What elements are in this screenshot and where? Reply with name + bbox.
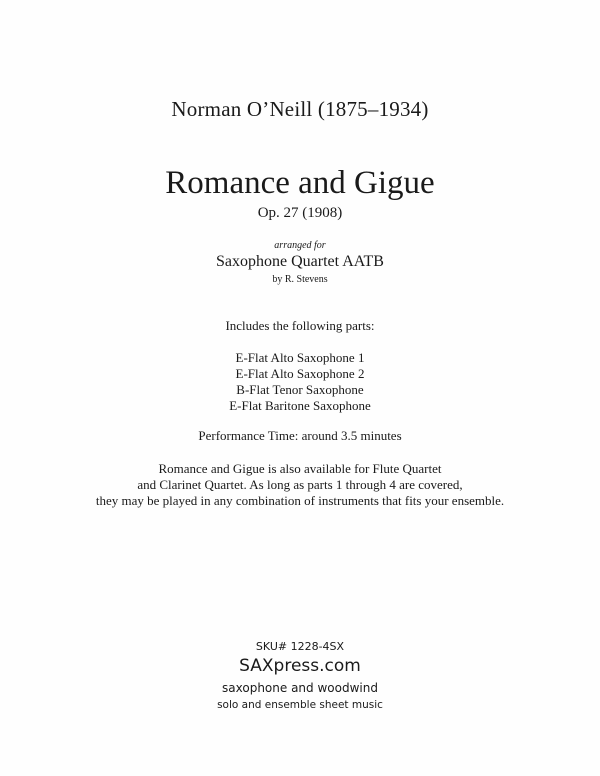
part-item: E-Flat Baritone Saxophone	[229, 398, 371, 413]
sku-label: SKU# 1228-4SX	[255, 640, 345, 653]
part-item: E-Flat Alto Saxophone 2	[235, 366, 365, 381]
ensemble-name: Saxophone Quartet AATB	[216, 253, 384, 270]
parts-list	[0, 350, 600, 414]
performance-time: Performance Time: around 3.5 minutes	[198, 428, 402, 443]
publisher-tagline: saxophone and woodwind	[222, 681, 378, 695]
arranged-for-label: arranged for	[274, 240, 326, 251]
publisher-tagline-secondary: solo and ensemble sheet music	[217, 699, 383, 711]
availability-note-line: and Clarinet Quartet. As long as parts 1 through 4 are covered,	[137, 477, 463, 492]
parts-heading: Includes the following parts:	[225, 318, 375, 333]
availability-note	[0, 461, 600, 509]
publisher-site: SAXpress.com	[239, 656, 361, 676]
part-item: E-Flat Alto Saxophone 1	[235, 350, 365, 365]
part-item: B-Flat Tenor Saxophone	[236, 382, 364, 397]
opus-number: Op. 27 (1908)	[257, 205, 343, 221]
composer-name: Norman O’Neill (1875–1934)	[171, 97, 429, 121]
availability-note-line: Romance and Gigue is also available for Flute Quartet	[158, 461, 442, 476]
arranger-credit: by R. Stevens	[272, 274, 328, 285]
piece-title: Romance and Gigue	[165, 165, 435, 201]
availability-note-line: they may be played in any combination of instruments that fits your ensemble.	[95, 493, 505, 508]
